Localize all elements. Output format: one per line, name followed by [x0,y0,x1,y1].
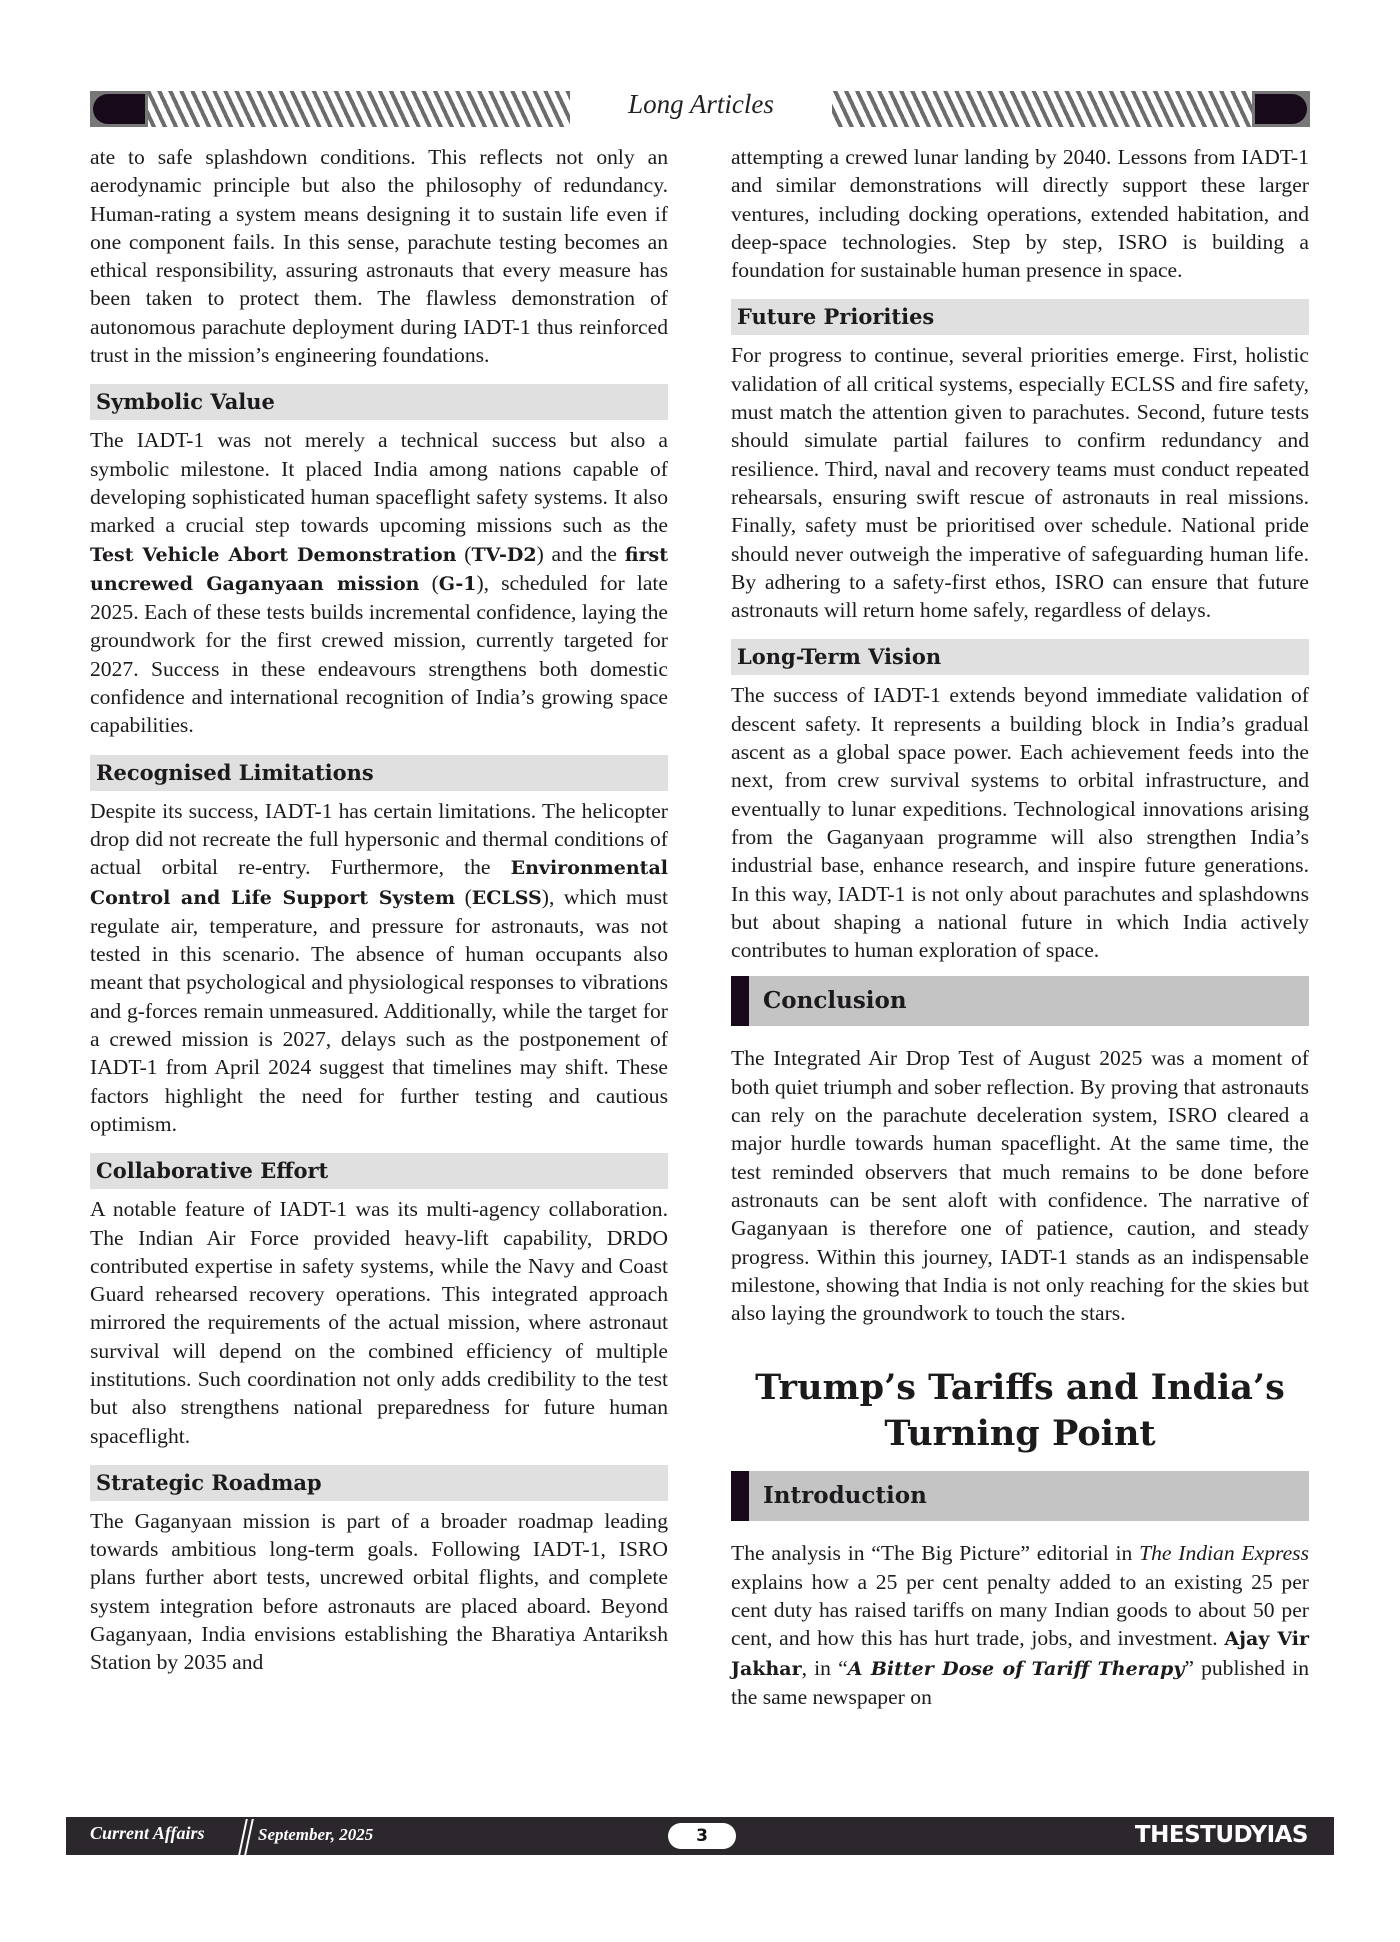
section-heading-collaborative-effort: Collaborative Effort [90,1153,668,1189]
section-paragraph: The IADT-1 was not merely a technical success but also a symbolic milestone. It placed India among nations capable of developing sophisticated human spaceflight safety systems. It also marked a crucial step towards upcoming missions such as the Test Vehicle Abort Demonstration (TV-D2) and the first uncrewed Gaganyaan mission (G-1), scheduled for late 2025. Each of these tests builds incremental confidence, laying the groundwork for the first crewed mission, currently targeted for 2027. Success in these endeavours strengthens both domestic confidence and international recognition of India’s growing space capabilities. [90,428,669,738]
header-cap-right [1252,91,1310,127]
italic-title: The Indian Express [1139,1541,1309,1566]
bold-term: Ajay Vir Jakhar [731,1628,1310,1680]
brand-logo: THESTUDYIAS [1134,1822,1308,1848]
heading-bar-marker [731,1471,749,1521]
bold-term: first uncrewed Gaganyaan mission [90,543,669,595]
heading-bar-marker [731,976,749,1026]
left-column [90,143,668,1677]
header-cap-left [90,91,148,127]
issue-date: September, 2025 [258,1825,374,1844]
bold-italic-title: A Bitter Dose of Tariff Therapy [847,1657,1185,1680]
article-title: Trump’s Tariffs and India’s Turning Point [755,1367,1285,1455]
section-heading-symbolic-value: Symbolic Value [90,384,668,420]
header-stripes-left [90,91,570,127]
bold-term: TV-D2 [471,543,537,566]
right-column [731,143,1309,1711]
header-stripes-right [832,91,1310,127]
introduction-heading-label: Introduction [763,1482,927,1510]
conclusion-paragraph: The Integrated Air Drop Test of August 2025 was a moment of both quiet triumph and sober reflection. By proving that astronauts can rely on the parachute deceleration system, ISRO cleared a major hurdle towards human spaceflight. At the same time, the test reminded observers that much remains to be done before astronauts can be sent aloft with confidence. The narrative of Gaganyaan is therefore one of patience, caution, and steady progress. Within this journey, IADT-1 stands as an indispensable milestone, showing that India is not only reaching for the skies but also laying the groundwork to touch the stars. [731,1046,1309,1326]
footer-separator [238,1819,254,1855]
section-paragraph: For progress to continue, several priorities emerge. First, holistic validation of all critical systems, especially ECLSS and fire safety, must match the attention given to parachutes. Second, future tests should simulate partial failures to confirm redundancy and resilience. Third, naval and recovery teams must conduct repeated rehearsals, ensuring swift rescue of astronauts in real missions. Finally, safety must be prioritised over schedule. National pride should never outweigh the imperative of safeguarding human life. By adhering to a safety-first ethos, ISRO can ensure that future astronauts will return home safely, regardless of delays. [731,343,1309,623]
bold-term: Test Vehicle Abort Demonstration [90,543,457,566]
section-heading-future-priorities: Future Priorities [731,299,1309,335]
section-paragraph: A notable feature of IADT-1 was its multi-agency collaboration. The Indian Air Force provided heavy-lift capability, DRDO contributed expertise in safety systems, while the Navy and Coast Guard rehearsed recovery operations. This integrated approach mirrored the requirements of the actual mission, where astronaut survival will depend on the combined efficiency of multiple institutions. Such coordination not only adds credibility to the test but also strengthens national preparedness for future human spaceflight. [90,1197,668,1448]
section-heading-long-term-vision: Long-Term Vision [731,639,1309,675]
conclusion-heading-label: Conclusion [763,987,907,1015]
section-paragraph: The Gaganyaan mission is part of a broader roadmap leading towards ambitious long-term goals. Following IADT-1, ISRO plans further abort tests, uncrewed orbital flights, and complete system integration before astronauts are placed aboard. Beyond Gaganyaan, India envisions establishing the Bharatiya Antariksh Station by 2035 and [90,1508,668,1675]
continued-paragraph: attempting a crewed lunar landing by 2040. Lessons from IADT-1 and similar demonstrations will directly support these larger ventures, including docking operations, extended habitation, and deep-space technologies. Step by step, ISRO is building a foundation for sustainable human presence in space. [731,145,1309,283]
page-footer [66,1817,1334,1855]
bold-term: Environmental Control and Life Support System [90,857,668,909]
bold-term: ECLSS [471,886,542,909]
continued-paragraph: ate to safe splashdown conditions. This reflects not only an aerodynamic principle but also the philosophy of redundancy. Human-rating a system means designing it to sustain life even if one component fails. In this sense, parachute testing becomes an ethical responsibility, assuring astronauts that every measure has been taken to protect them. The flawless demonstration of autonomous parachute deployment during IADT-1 thus reinforced trust in the mission’s engineering foundations. [90,145,668,368]
section-title: Long Articles [628,89,774,119]
page-number: 3 [668,1823,736,1849]
section-paragraph: The success of IADT-1 extends beyond immediate validation of descent safety. It represents a building block in India’s gradual ascent as a global space power. Each achievement feeds into the next, from crew survival systems to orbital infrastructure, and eventually to lunar expeditions. Technological innovations arising from the Gaganyaan programme will also strengthen India’s industrial base, enhance research, and inspire future generations. In this way, IADT-1 is not only about parachutes and splashdowns but about shaping a national future in which India actively contributes to human exploration of space. [731,683,1309,963]
magazine-name: Current Affairs [90,1823,205,1843]
conclusion-heading [731,976,1309,1026]
section-heading-strategic-roadmap: Strategic Roadmap [90,1465,668,1501]
introduction-paragraph: The analysis in “The Big Picture” editorial in The Indian Express explains how a 25 per cent penalty added to an existing 25 per cent duty has raised tariffs on many Indian goods to about 50 per cent, and how this has hurt trade, jobs, and investment. Ajay Vir Jakhar, in “A Bitter Dose of Tariff Therapy” published in the same newspaper on [731,1541,1310,1709]
bold-term: G-1 [438,572,477,595]
introduction-heading [731,1471,1309,1521]
page-header [90,91,1310,127]
section-paragraph: Despite its success, IADT-1 has certain limitations. The helicopter drop did not recreate the full hypersonic and thermal conditions of actual orbital re-entry. Furthermore, the Environmental Control and Life Support System (ECLSS), which must regulate air, temperature, and pressure for astronauts, was not tested in this scenario. The absence of human occupants also meant that psychological and physiological responses to vibrations and g-forces remain unmeasured. Additionally, while the target for a crewed mission is 2027, delays such as the postponement of IADT-1 from April 2024 suggest that timelines may shift. These factors highlight the need for further testing and cautious optimism. [90,798,669,1136]
section-heading-recognised-limitations: Recognised Limitations [90,755,668,791]
